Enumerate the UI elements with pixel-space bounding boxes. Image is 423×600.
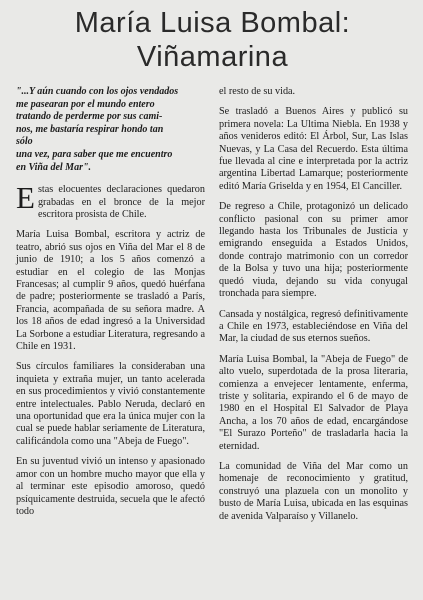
quote-line: me pasearan por el mundo entero [16, 98, 155, 110]
paragraph [16, 180, 205, 221]
paragraph: María Luisa Bombal, la "Abeja de Fuego" de alto vuelo, superdotada de la prosa literaria, comienza a envejecer lentamente, enferma, triste y solitaria, expirando el 6 de mayo de 1980 en el Hospital El Salvador de Playa Ancha, a los 70 años de edad, encargándose "El Surazo Porteño" de trasladarla hacia la eternidad. [219, 353, 408, 452]
right-column [219, 86, 408, 531]
quote-line: una vez, para saber que me encuentro [16, 148, 173, 160]
paragraph: María Luisa Bombal, escritora y actriz de teatro, abrió sus ojos en Viña del Mar el 8 de junio de 1910; a los 5 años comenzó a estudiar en el colegio de las Monjas Francesas; al cumplir 9 años, quedó huérfana de padre; posteriormente se trasladó a París, Francia, acompañada de su señora madre. A los 18 años de edad ingresó a la Universidad La Sorbone a estudiar Literatura, regresando a Chile en 1931. [16, 229, 205, 353]
paragraph: La comunidad de Viña del Mar como un homenaje de reconocimiento y gratitud, construyó una plazuela con un monolito y busto de María Luisa, ubicada en las esquinas de avenida Valparaíso y Villanelo. [219, 460, 408, 522]
paragraph: En su juventud vivió un intenso y apasionado amor con un hombre mucho mayor que ella y al terminar este episodio amoroso, quedó psíquicamente destruida, secuela que le afectó todo [16, 456, 205, 517]
paragraph: Cansada y nostálgica, regresó definitivamente a Chile en 1973, estableciéndose en Viña del Mar, la ciudad de sus eternos sueños. [219, 308, 408, 345]
quote-line: nos, me bastaría respirar hondo tan [16, 123, 164, 135]
left-column [16, 86, 205, 531]
epigraph-quote [16, 86, 205, 174]
paragraph: De regreso a Chile, protagonizó un delicado conflicto pasional con su primer amor llegando hasta los Tribunales de Justicia y emigrando enseguida a Estados Unidos, donde contrajo matrimonio con un corredor de la Bolsa y tuvo una hija; posteriormente quedó viuda, dejando su vida conyugal tronchada para siempre. [219, 201, 408, 300]
paragraph-text: stas elocuentes declaraciones quedaron grabadas en el bronce de la mejor escritora prosista de Chile. [37, 184, 205, 220]
quote-line: sólo [16, 136, 33, 148]
paragraph: Se trasladó a Buenos Aires y publicó su primera novela: La Ultima Niebla. En 1938 y años venideros editó: El Árbol, Sur, Las Islas Nuevas, y La Casa del Recuerdo. Esta última fue llevada al cine e interpretada por la actriz argentina Libertad Lamarque; posteriormente editó María Griselda y en 1954, El Canciller. [219, 106, 408, 192]
drop-cap: E [16, 180, 35, 216]
quote-line: en Viña del Mar". [16, 161, 92, 173]
quote-line: "...Y aún cuando con los ojos vendados [16, 86, 179, 97]
paragraph: el resto de su vida. [219, 86, 296, 97]
paragraph: Sus círculos familiares la consideraban una inquieta y extraña mujer, un tanto acelerada en sus procedimientos y vivió constantemente entre intelectuales. Pablo Neruda, declaró en una oportunidad que era la única mujer con la cual se puede hablar seriamente de Literatura, calificándola como una "Abeja de Fuego". [16, 361, 205, 447]
title-line-1: María Luisa Bombal: [74, 7, 351, 39]
quote-line: tratando de perderme por sus cami- [16, 111, 163, 123]
article-title [16, 6, 409, 74]
article-columns [16, 86, 409, 531]
title-line-2: Viñamarina [136, 41, 289, 73]
